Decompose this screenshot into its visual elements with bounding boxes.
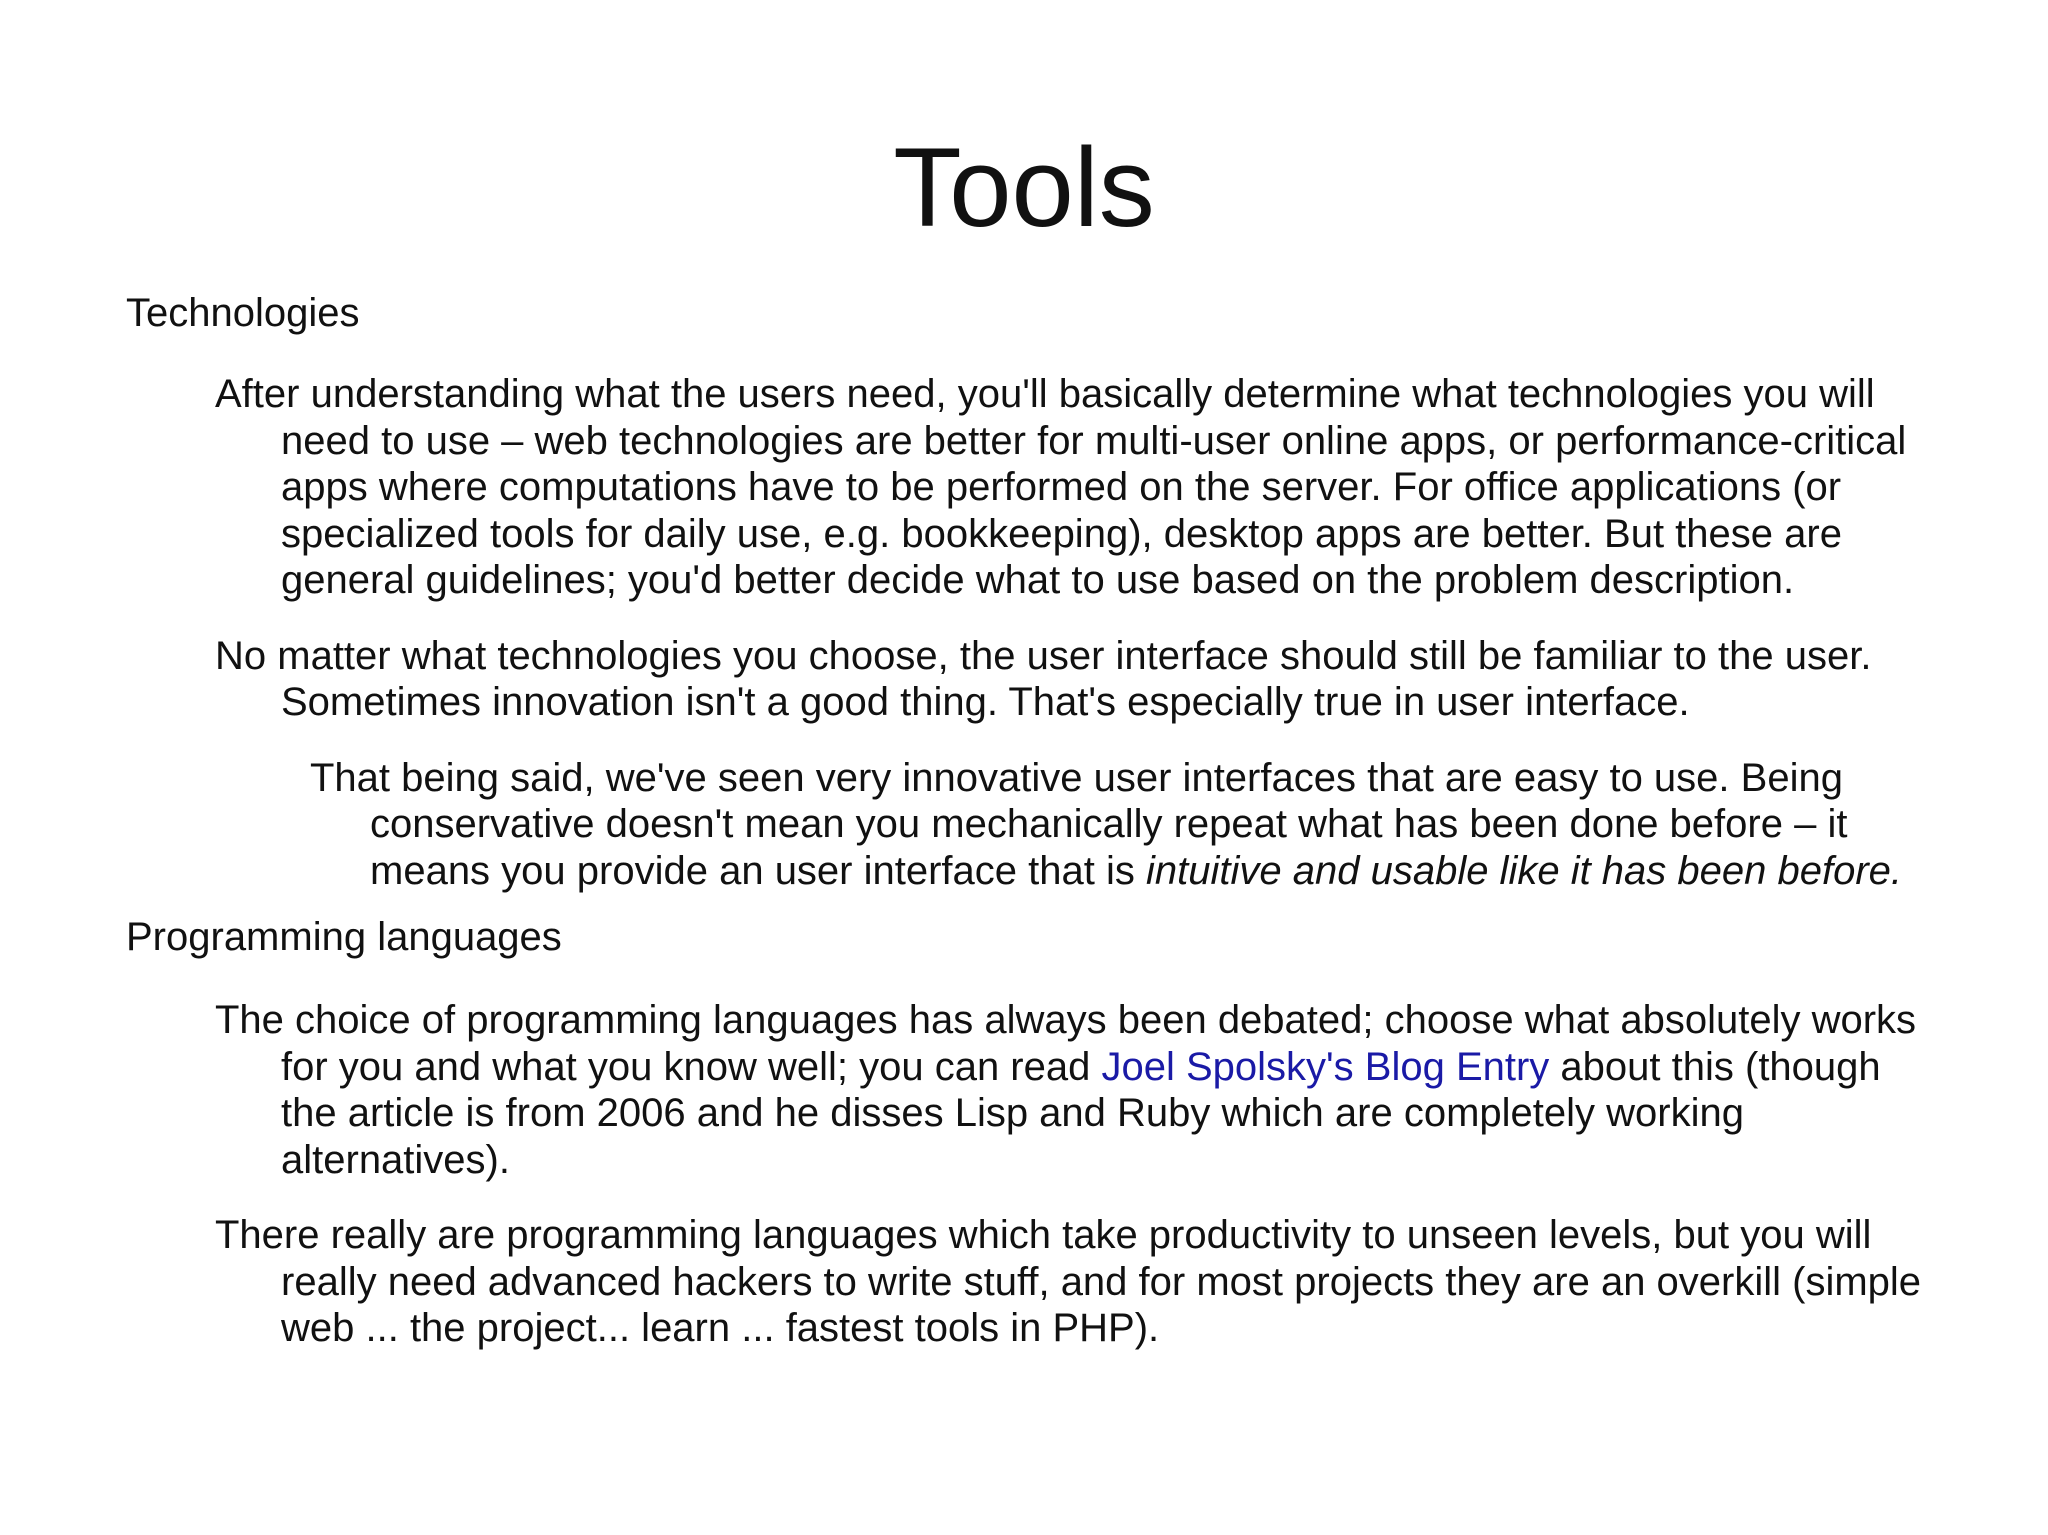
technologies-subparagraph xyxy=(310,755,1935,895)
slide-title: Tools xyxy=(893,125,1155,250)
section-heading-programming-languages: Programming languages xyxy=(126,915,562,959)
programming-paragraph-1-text: The choice of programming languages has always been debated; choose what absolutely works for you and what you know well; you can read xyxy=(215,998,1917,1089)
slide-body xyxy=(0,290,2048,1420)
subparagraph-emphasis: intuitive and usable like it has been before. xyxy=(1145,848,1903,893)
programming-paragraph-1 xyxy=(215,997,1926,1183)
subparagraph-text: That being said, we've seen very innovative user interfaces that are easy to use. Being conservative doesn't mean you mechanically repeat what has been done before – it means you provide an user interface that is xyxy=(310,755,1848,893)
joel-spolsky-blog-link[interactable]: Joel Spolsky's Blog Entry xyxy=(1101,1044,1550,1089)
programming-paragraph-1-tail: about this (though the article is from 2006 and he disses Lisp and Ruby which are completely working alternatives). xyxy=(281,1044,1881,1182)
technologies-paragraph-1: After understanding what the users need, you'll basically determine what technologies you will need to use – web technologies are better for multi-user online apps, or performance-critical apps where computations have to be performed on the server. For office applications (or specialized tools for daily use, e.g. bookkeeping), desktop apps are better. But these are general guidelines; you'd better decide what to use based on the problem description. xyxy=(215,372,1907,602)
technologies-paragraph-2: No matter what technologies you choose, the user interface should still be familiar to the user. Sometimes innovation isn't a good thing. That's especially true in user interface. xyxy=(215,633,1872,724)
programming-paragraph-2: There really are programming languages which take productivity to unseen levels, but you will really need advanced hackers to write stuff, and for most projects they are an overkill (simple web ... the project... learn ... fastest tools in PHP). xyxy=(215,1213,1922,1350)
section-heading-technologies: Technologies xyxy=(126,291,360,335)
